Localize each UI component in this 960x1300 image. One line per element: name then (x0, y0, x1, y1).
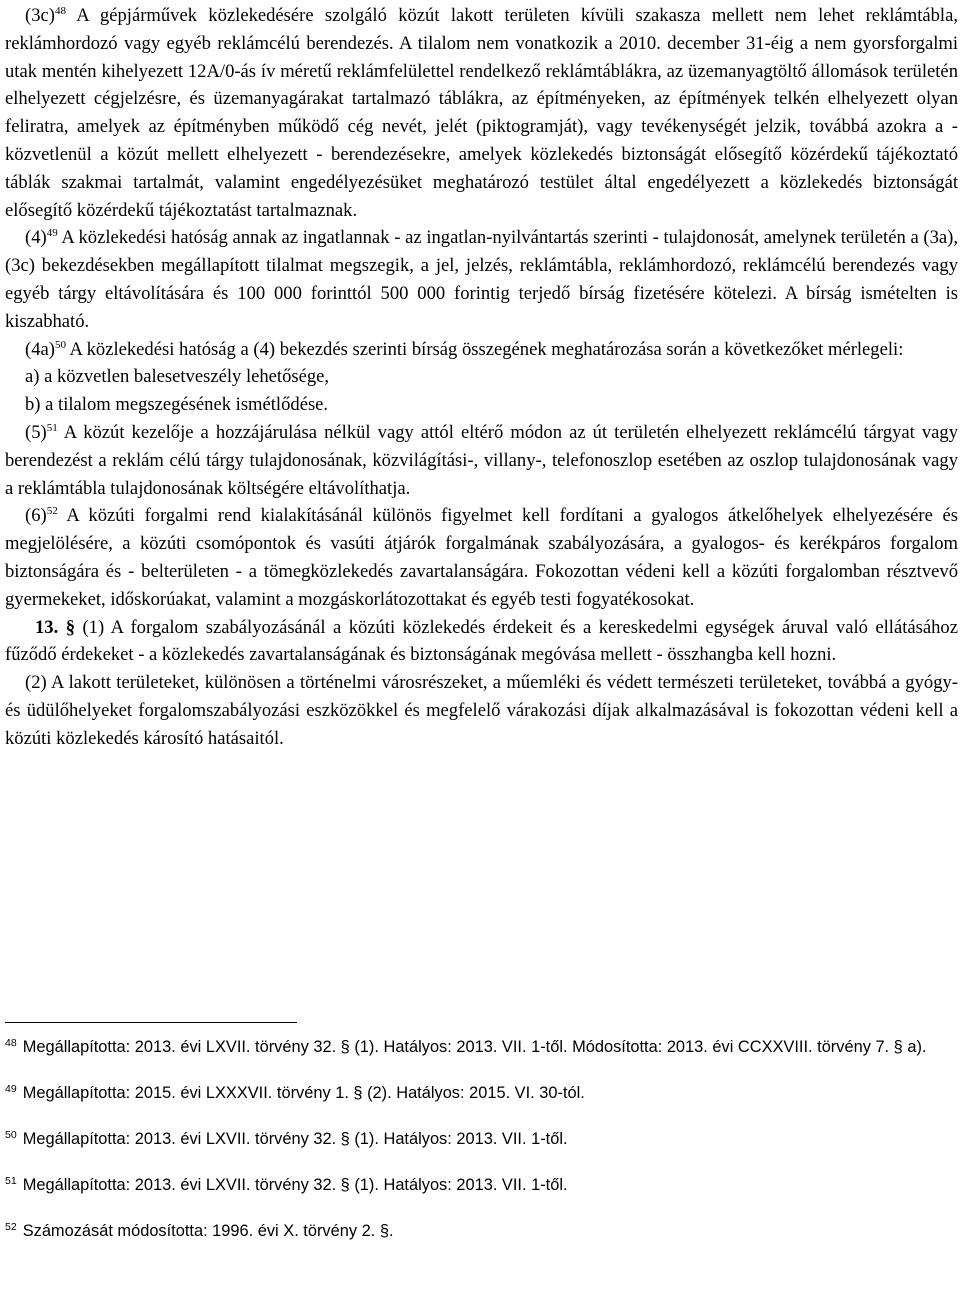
list-item: a) a közvetlen balesetveszély lehetősége, (25, 366, 330, 388)
paragraph-text: A közlekedési hatóság a (4) bekezdés szerinti bírság összegének meghatározása során a következőket mérlegeli: (65, 338, 904, 360)
footnote-text: Megállapította: 2013. évi LXVII. törvény 32. § (1). Hatályos: 2013. VII. 1-től. Módosította: 2013. évi CCXXVIII. törvény 7. § a). (22, 1038, 927, 1056)
footnote-number: 49 (5, 1083, 17, 1095)
footnote-ref[interactable]: 50 (54, 338, 66, 351)
footnote-ref[interactable]: 48 (54, 5, 66, 17)
paragraph-4a (5, 336, 958, 364)
paragraph-3c (5, 2, 958, 224)
footnote (5, 1126, 950, 1152)
footnote-text: Számozását módosította: 1996. évi X. törvény 2. §. (22, 1222, 394, 1240)
document-body (5, 2, 958, 753)
section-13-paragraph-2: (2) A lakott területeket, különösen a történelmi városrészeket, a műemléki és védett természeti területeket, továbbá a gyógy- és üdülőhelyeket forgalomszabályozási eszközökkel és megfelelő várakozási díjak alkalmazásával is fokozottan védeni kell a közúti közlekedés károsító hatásaitól. (5, 672, 958, 749)
footnote (5, 1080, 950, 1106)
footnote-ref[interactable]: 49 (46, 227, 58, 240)
footnote-ref[interactable]: 51 (46, 421, 58, 434)
section-symbol: § (65, 616, 76, 638)
footnote-text: Megállapította: 2013. évi LXVII. törvény 32. § (1). Hatályos: 2013. VII. 1-től. (22, 1176, 568, 1194)
paragraph-text: A közúti forgalmi rend kialakításánál különös figyelmet kell fordítani a gyalogos átkelőhelyek elhelyezésére és megjelölésére, a közúti csomópontok és vasúti átjárók forgalmának szabályozására, a gyalogos- és kerékpáros forgalom biztonságára és - belterületen - a tömegközlekedés zavartalanságára. Fokozottan védeni kell a közúti forgalomban résztvevő gyermekeket, időskorúakat, valamint a mozgáskorlátozottakat és egyéb testi fogyatékosokat. (5, 505, 958, 610)
footnote-number: 48 (5, 1037, 17, 1049)
paragraph-label: (4a) (25, 338, 55, 360)
section-number: 13. (35, 616, 59, 638)
list-item: b) a tilalom megszegésének ismétlődése. (25, 394, 329, 416)
paragraph-text: A gépjárművek közlekedésére szolgáló közút lakott területen kívüli szakasza mellett nem lehet reklámtábla, reklámhordozó vagy egyéb reklámcélú berendezés. A tilalom nem vonatkozik a 2010. december 31-éig a nem gyorsforgalmi utak mentén kihelyezett 12A/0-ás ív méretű reklámfelülettel rendelkező reklámtáblákra, az üzemanyagtöltő állomások területén elhelyezett cégjelzésre, és üzemanyagárakat tartalmazó táblákra, az építményeken, az építmények telkén elhelyezett olyan feliratra, amelyek az építményben működő cég nevét, jelét (piktogramját), vagy tevékenységét jelzik, továbbá azokra a - közvetlenül a közút mellett elhelyezett - berendezésekre, amelyek közlekedés biztonságát elősegítő közérdekű tájékoztató táblák szakmai tartalmát, valamint engedélyezésüket meghatározó testület által engedélyezett a közlekedés biztonságát elősegítő közérdekű tájékoztatást tartalmaznak. (5, 5, 958, 221)
paragraph-label: (3c) (25, 5, 55, 26)
footnotes (5, 1034, 950, 1264)
footnote-number: 52 (5, 1221, 17, 1233)
paragraph-6 (5, 502, 958, 613)
footnote (5, 1218, 950, 1244)
paragraph-text: (1) A forgalom szabályozásánál a közúti közlekedés érdekeit és a kereskedelmi egységek áruval való ellátásához fűződő érdekeket - a közlekedés zavartalanságának és biztonságának megóvása mellett - összhangba kell hozni. (5, 616, 958, 666)
paragraph-text: A közlekedési hatóság annak az ingatlannak - az ingatlan-nyilvántartás szerinti - tulajdonosát, amelynek területén a (3a), (3c) bekezdésekben megállapított tilalmat megszegik, a jel, jelzés, reklámtábla, reklámhordozó, reklámcélú berendezés vagy egyéb tárgy eltávolítására és 100 000 forinttól 500 000 forintig terjedő bírság fizetésére kötelezi. A bírság ismételten is kiszabható. (5, 227, 958, 332)
paragraph-label: (5) (25, 421, 47, 443)
paragraph-4 (5, 224, 958, 335)
footnote-number: 50 (5, 1129, 17, 1141)
footnote (5, 1034, 950, 1060)
section-13-paragraph-1 (5, 614, 958, 670)
paragraph-label: (6) (25, 505, 47, 527)
footnote-text: Megállapította: 2015. évi LXXXVII. törvény 1. § (2). Hatályos: 2015. VI. 30-tól. (22, 1084, 585, 1102)
footnote-separator (5, 1022, 297, 1023)
paragraph-text: A közút kezelője a hozzájárulása nélkül vagy attól eltérő módon az út területén elhelyezett reklámcélú tárgyat vagy berendezést a reklám célú tárgy tulajdonosának, közvilágítási-, villany-, telefonoszlop esetében az oszlop tulajdonosának vagy a reklámtábla tulajdonosának költségére eltávolíthatja. (5, 421, 958, 499)
footnote (5, 1172, 950, 1198)
paragraph-label: (4) (25, 227, 47, 249)
footnote-text: Megállapította: 2013. évi LXVII. törvény 32. § (1). Hatályos: 2013. VII. 1-től. (22, 1130, 568, 1148)
footnote-ref[interactable]: 52 (46, 505, 58, 518)
paragraph-5 (5, 419, 958, 502)
footnote-number: 51 (5, 1175, 17, 1187)
